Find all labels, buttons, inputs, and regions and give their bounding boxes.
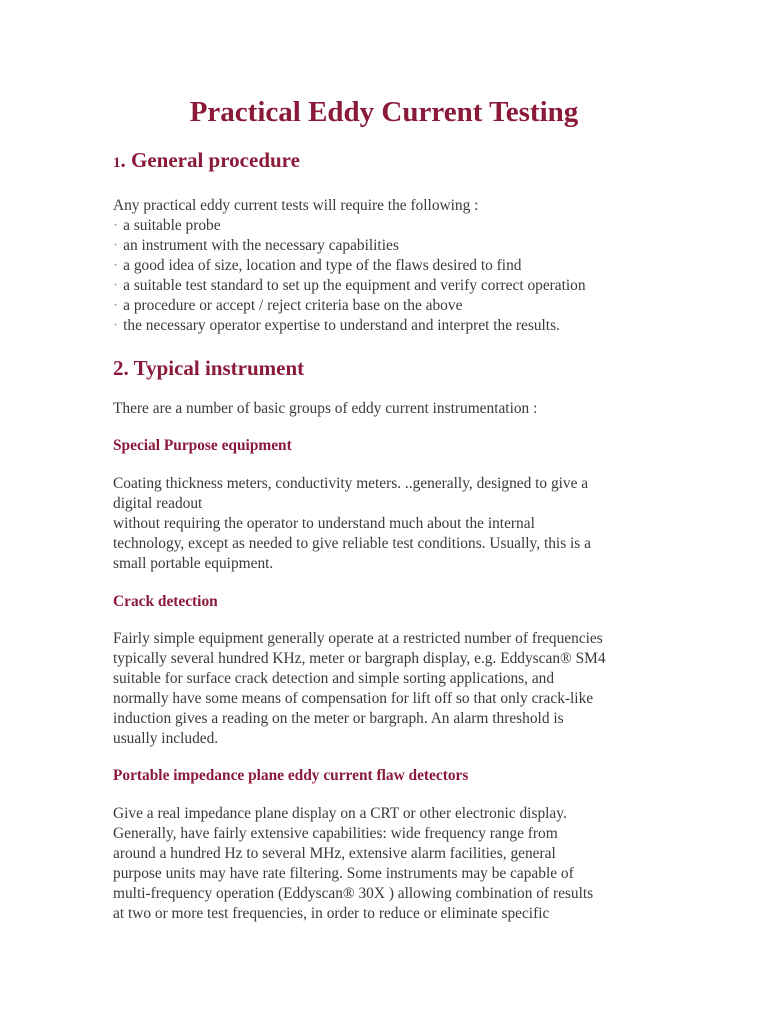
- paragraph-line: Generally, have fairly extensive capabilities: wide frequency range from: [113, 825, 558, 842]
- paragraph-line: Give a real impedance plane display on a CRT or other electronic display.: [113, 805, 567, 822]
- list-item: · a suitable test standard to set up the equipment and verify correct operation: [113, 276, 673, 296]
- paragraph-line: without requiring the operator to understand much about the internal: [113, 515, 535, 532]
- section-1-intro: Any practical eddy current tests will require the following :: [113, 197, 479, 214]
- paragraph-line: at two or more test frequencies, in order to reduce or eliminate specific: [113, 905, 550, 922]
- paragraph-line: Fairly simple equipment generally operate at a restricted number of frequencies: [113, 630, 603, 647]
- portable-impedance-heading: Portable impedance plane eddy current flaw detectors: [113, 767, 469, 784]
- portable-impedance-paragraph: [113, 804, 673, 924]
- document-body: [113, 145, 673, 924]
- section-1-heading: [113, 145, 673, 178]
- section-1-title: . General procedure: [120, 148, 300, 172]
- special-purpose-paragraph: [113, 474, 673, 574]
- paragraph-line: Coating thickness meters, conductivity meters. ..generally, designed to give a: [113, 475, 589, 492]
- section-1-bullet-list: [113, 216, 673, 336]
- list-item: · a suitable probe: [113, 216, 673, 236]
- paragraph-line: typically several hundred KHz, meter or bargraph display, e.g. Eddyscan® SM4: [113, 650, 606, 667]
- paragraph-line: purpose units may have rate filtering. Some instruments may be capable of: [113, 865, 574, 882]
- list-item: · an instrument with the necessary capabilities: [113, 236, 673, 256]
- paragraph-line: digital readout: [113, 495, 203, 512]
- section-1-number: 1: [113, 155, 121, 171]
- paragraph-line: suitable for surface crack detection and simple sorting applications, and: [113, 670, 555, 687]
- paragraph-line: small portable equipment.: [113, 555, 274, 572]
- list-item: · the necessary operator expertise to understand and interpret the results.: [113, 316, 673, 336]
- list-item: · a procedure or accept / reject criteria base on the above: [113, 296, 673, 316]
- document-title: Practical Eddy Current Testing: [189, 96, 579, 128]
- paragraph-line: around a hundred Hz to several MHz, extensive alarm facilities, general: [113, 845, 556, 862]
- paragraph-line: induction gives a reading on the meter or bargraph. An alarm threshold is: [113, 710, 564, 727]
- paragraph-line: usually included.: [113, 730, 219, 747]
- special-purpose-heading: Special Purpose equipment: [113, 437, 292, 454]
- paragraph-line: normally have some means of compensation for lift off so that only crack-like: [113, 690, 594, 707]
- crack-detection-heading: Crack detection: [113, 593, 218, 610]
- section-2-heading: 2. Typical instrument: [113, 356, 305, 380]
- section-2-intro: There are a number of basic groups of eddy current instrumentation :: [113, 400, 538, 417]
- paragraph-line: technology, except as needed to give reliable test conditions. Usually, this is a: [113, 535, 591, 552]
- paragraph-line: multi-frequency operation (Eddyscan® 30X ) allowing combination of results: [113, 885, 594, 902]
- list-item: · a good idea of size, location and type of the flaws desired to find: [113, 256, 673, 276]
- crack-detection-paragraph: [113, 629, 673, 749]
